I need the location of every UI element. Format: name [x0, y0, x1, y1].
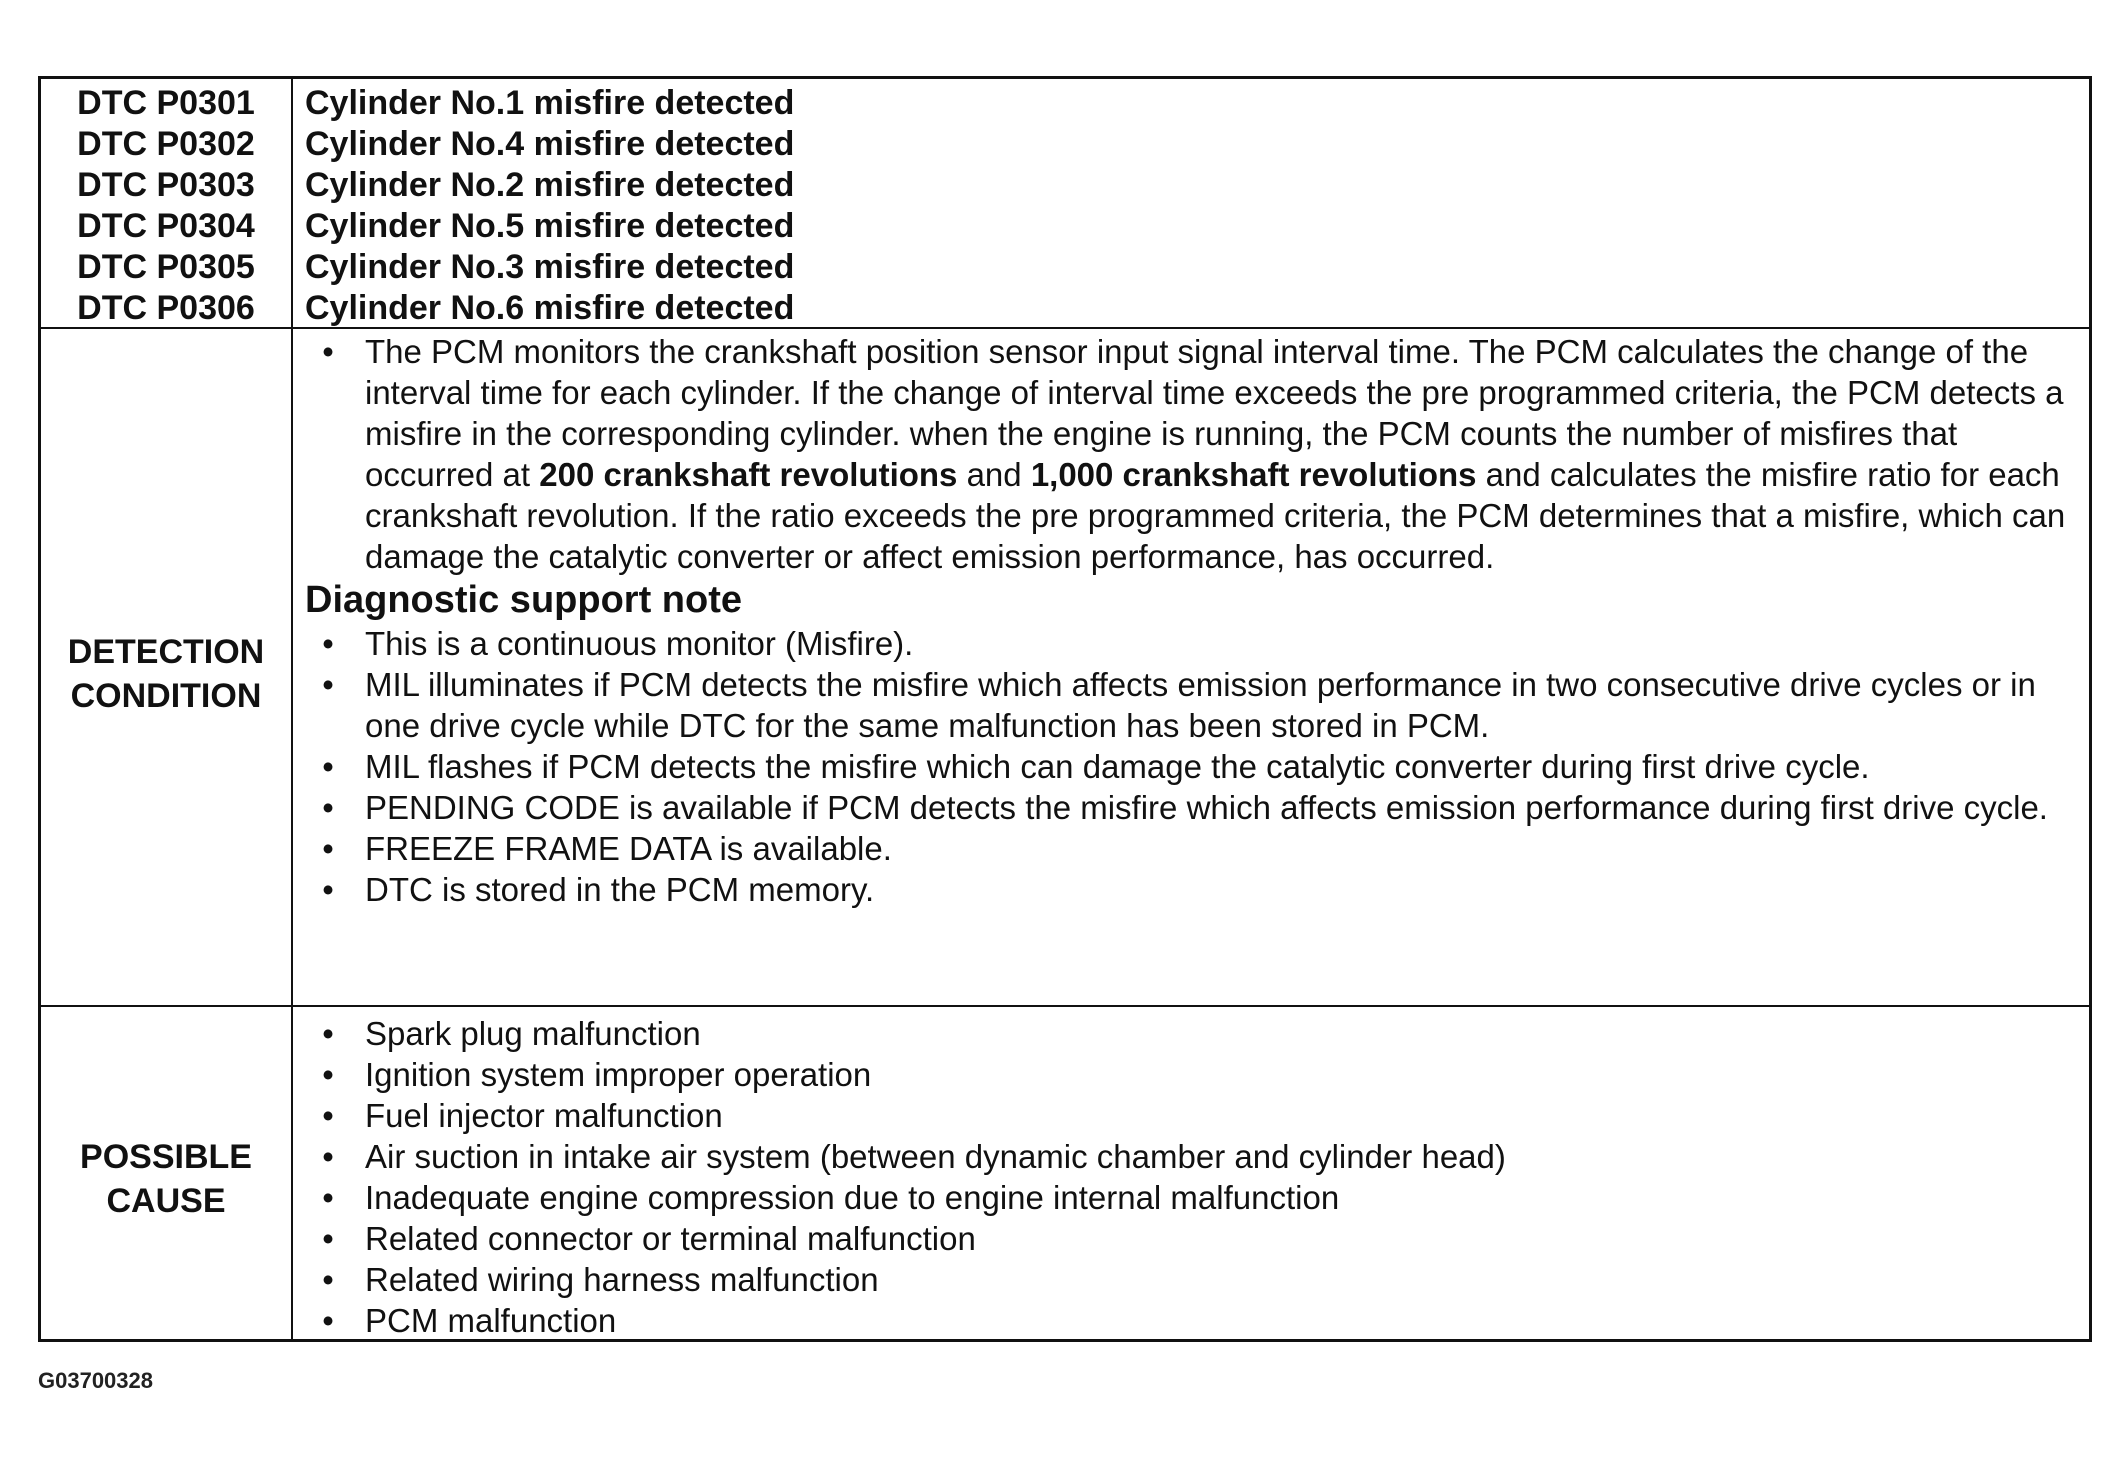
bullet-icon: • — [322, 1220, 334, 1257]
detection-label-line2: CONDITION — [70, 677, 262, 715]
list-item — [313, 828, 2079, 869]
dtc-description-column — [293, 79, 2089, 329]
list-item — [313, 787, 2079, 828]
bullet-icon: • — [322, 1097, 334, 1134]
dtc-code: DTC P0302 — [77, 125, 255, 163]
list-item — [313, 1013, 2079, 1054]
detection-label-line1: DETECTION — [67, 633, 265, 671]
cause-text: Inadequate engine compression due to engine internal malfunction — [365, 1179, 1340, 1216]
dtc-description: Cylinder No.3 misfire detected — [305, 248, 795, 286]
dtc-code: DTC P0306 — [77, 289, 255, 327]
detection-condition-body — [293, 329, 2089, 1007]
list-item — [313, 1177, 2079, 1218]
bullet-icon: • — [322, 830, 334, 867]
list-item — [313, 1218, 2079, 1259]
cause-text: Air suction in intake air system (between dynamic chamber and cylinder head) — [365, 1138, 1506, 1175]
possible-cause-body — [293, 1007, 2089, 1341]
bullet-icon: • — [322, 1261, 334, 1298]
dtc-description: Cylinder No.5 misfire detected — [305, 207, 795, 245]
note-text: This is a continuous monitor (Misfire). — [365, 625, 914, 662]
list-item — [313, 1300, 2079, 1341]
diagnostic-note-list — [313, 623, 2079, 910]
dtc-code: DTC P0303 — [77, 166, 255, 204]
dtc-table — [38, 76, 2092, 1342]
list-item — [313, 664, 2079, 746]
cause-text: Fuel injector malfunction — [365, 1097, 723, 1134]
dtc-code: DTC P0301 — [77, 84, 255, 122]
dtc-description: Cylinder No.2 misfire detected — [305, 166, 795, 204]
list-item — [313, 1095, 2079, 1136]
bullet-icon: • — [322, 1015, 334, 1052]
bullet-icon: • — [322, 666, 334, 703]
dtc-code-column — [41, 79, 293, 329]
list-item — [313, 1136, 2079, 1177]
detection-condition-label — [41, 329, 293, 1007]
list-item — [313, 746, 2079, 787]
list-item — [313, 623, 2079, 664]
diagnostic-support-note-heading: Diagnostic support note — [305, 579, 742, 621]
detection-description — [313, 331, 2079, 577]
possible-cause-list — [313, 1013, 2079, 1341]
bullet-icon: • — [322, 333, 334, 370]
bullet-icon: • — [322, 748, 334, 785]
detection-text-b: and — [957, 456, 1031, 493]
detection-bold-b: 1,000 crankshaft revolutions — [1030, 456, 1477, 493]
detection-text-c: and calculates the misfire ratio for each crankshaft revolution. If the ratio exceeds the pre programmed criteria, the PCM determines that a misfire, which can damage the catalytic converter or affect emission performance, has occurred. — [365, 456, 2066, 575]
list-item — [313, 869, 2079, 910]
dtc-description: Cylinder No.1 misfire detected — [305, 84, 795, 122]
note-text: FREEZE FRAME DATA is available. — [365, 830, 892, 867]
note-text: DTC is stored in the PCM memory. — [365, 871, 875, 908]
possible-cause-label — [41, 1007, 293, 1341]
cause-text: PCM malfunction — [365, 1302, 617, 1339]
detection-description-list — [313, 331, 2079, 577]
dtc-description: Cylinder No.4 misfire detected — [305, 125, 795, 163]
cause-label-line2: CAUSE — [106, 1182, 226, 1220]
bullet-icon: • — [322, 789, 334, 826]
bullet-icon: • — [322, 871, 334, 908]
bullet-icon: • — [322, 1302, 334, 1339]
bullet-icon: • — [322, 1056, 334, 1093]
detection-text-a: The PCM monitors the crankshaft position sensor input signal interval time. The PCM calculates the change of the interval time for each cylinder. If the change of interval time exceeds the pre programmed criteria, the PCM detects a misfire in the corresponding cylinder. when the engine is running, the PCM counts the number of misfires that occurred at — [365, 333, 2064, 493]
cause-text: Related connector or terminal malfunction — [365, 1220, 976, 1257]
bullet-icon: • — [322, 625, 334, 662]
note-text: MIL illuminates if PCM detects the misfire which affects emission performance in two consecutive drive cycles or in one drive cycle while DTC for the same malfunction has been stored in PCM. — [365, 666, 2036, 744]
bullet-icon: • — [322, 1179, 334, 1216]
list-item — [313, 1054, 2079, 1095]
note-text: MIL flashes if PCM detects the misfire which can damage the catalytic converter during first drive cycle. — [365, 748, 1870, 785]
figure-id: G03700328 — [38, 1368, 153, 1393]
dtc-description: Cylinder No.6 misfire detected — [305, 289, 795, 327]
cause-text: Ignition system improper operation — [365, 1056, 872, 1093]
note-text: PENDING CODE is available if PCM detects the misfire which affects emission performance during first drive cycle. — [365, 789, 2048, 826]
list-item — [313, 1259, 2079, 1300]
dtc-code: DTC P0305 — [77, 248, 255, 286]
cause-text: Related wiring harness malfunction — [365, 1261, 879, 1298]
bullet-icon: • — [322, 1138, 334, 1175]
cause-text: Spark plug malfunction — [365, 1015, 701, 1052]
cause-label-line1: POSSIBLE — [80, 1138, 252, 1176]
detection-bold-a: 200 crankshaft revolutions — [539, 456, 958, 493]
dtc-code: DTC P0304 — [77, 207, 255, 245]
